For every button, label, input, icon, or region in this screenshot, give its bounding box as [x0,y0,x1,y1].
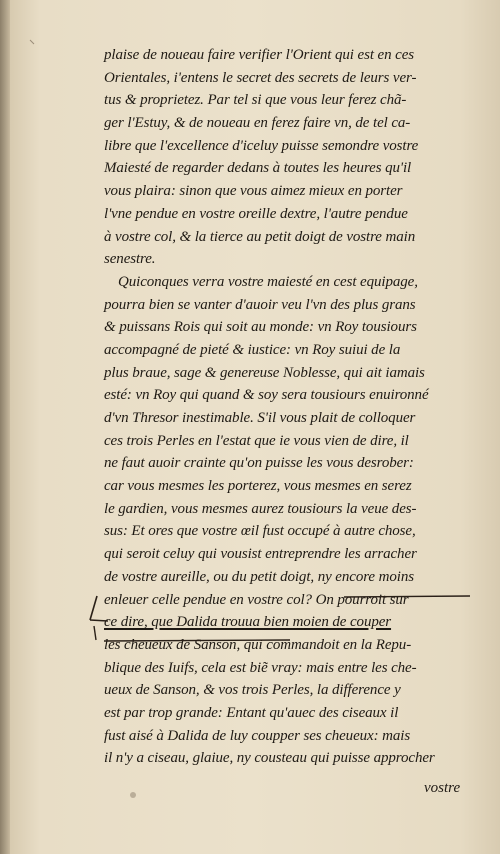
text-line: Maiesté de regarder dedans à toutes les heures qu'il [104,160,412,177]
text-line: plus braue, sage & genereuse Noblesse, qui ait iamais [104,364,425,381]
underline-stroke [104,640,290,641]
text-line: Quiconques verra vostre maiesté en cest equipage, [118,273,418,290]
text-line: ces trois Perles en l'estat que ie vous vien de dire, il [104,432,409,449]
text-line: esté: vn Roy qui quand & soy sera tousiours enuironné [104,387,429,404]
text-line: senestre. [104,251,156,268]
text-line: plaise de noueau faire verifier l'Orient qui est en ces [104,47,414,63]
text-line: enleuer celle pendue en vostre col? On pourroit sur [104,591,409,608]
text-line: qui seroit celuy qui vousist entreprendre les arracher [104,546,417,563]
text-line: blique des Iuifs, cela est biẽ vray: mais entre les che- [104,659,417,676]
text-line: Orientales, i'entens le secret des secrets de leurs ver- [104,69,417,86]
text-line: tus & proprietez. Par tel si que vous leur ferez chã- [104,92,407,109]
text-line: d'vn Thresor inestimable. S'il vous plait de colloquer [104,410,416,426]
ink-smudge [130,792,136,798]
text-line: les cheueux de Sanson, qui commandoit en la Repu- [104,636,412,653]
text-line: & puissans Rois qui soit au monde: vn Roy tousiours [104,319,417,336]
text-line: ueux de Sanson, & vos trois Perles, la difference y [104,682,401,699]
pencil-tick [30,40,34,44]
text-line: accompagné de pieté & iustice: vn Roy suiui de la [104,341,401,358]
text-line: fust aisé à Dalida de luy coupper ses cheueux: mais [104,727,411,744]
text-line: de vostre aureille, ou du petit doigt, ny encore moins [104,568,414,585]
text-line: car vous mesmes les porterez, vous mesmes en serez [104,478,412,495]
text-line: libre que l'excellence d'iceluy puisse semondre vostre [104,137,419,154]
catchword: vostre [424,780,461,796]
bracket-mark [94,626,96,640]
text-line: le gardien, vous mesmes aurez tousiours la veue des- [104,500,417,517]
text-line: ger l'Estuy, & de noueau en ferez faire vn, de tel ca- [104,115,411,132]
bracket-mark [90,596,97,620]
underline-stroke [344,596,470,597]
text-line: ne faut auoir crainte qu'on puisse les vous desrober: [104,455,414,472]
text-line: l'vne pendue en vostre oreille dextre, l'autre pendue [104,205,408,222]
text-line: à vostre col, & la tierce au petit doigt de vostre main [104,228,416,245]
text-line: il n'y a ciseau, glaiue, ny cousteau qui puisse approcher [104,750,435,767]
text-line: pourra bien se vanter d'auoir veu l'vn des plus grans [104,296,416,313]
text-line-underlined: ce dire, que Dalida trouua bien moien de couper [104,614,392,631]
text-line: vous plaira: sinon que vous aimez mieux en porter [104,183,403,200]
bracket-mark [90,620,108,621]
text-line: sus: Et ores que vostre œil fust occupé à autre chose, [104,523,416,540]
text-line: est par trop grande: Entant qu'auec des ciseaux il [104,704,399,721]
